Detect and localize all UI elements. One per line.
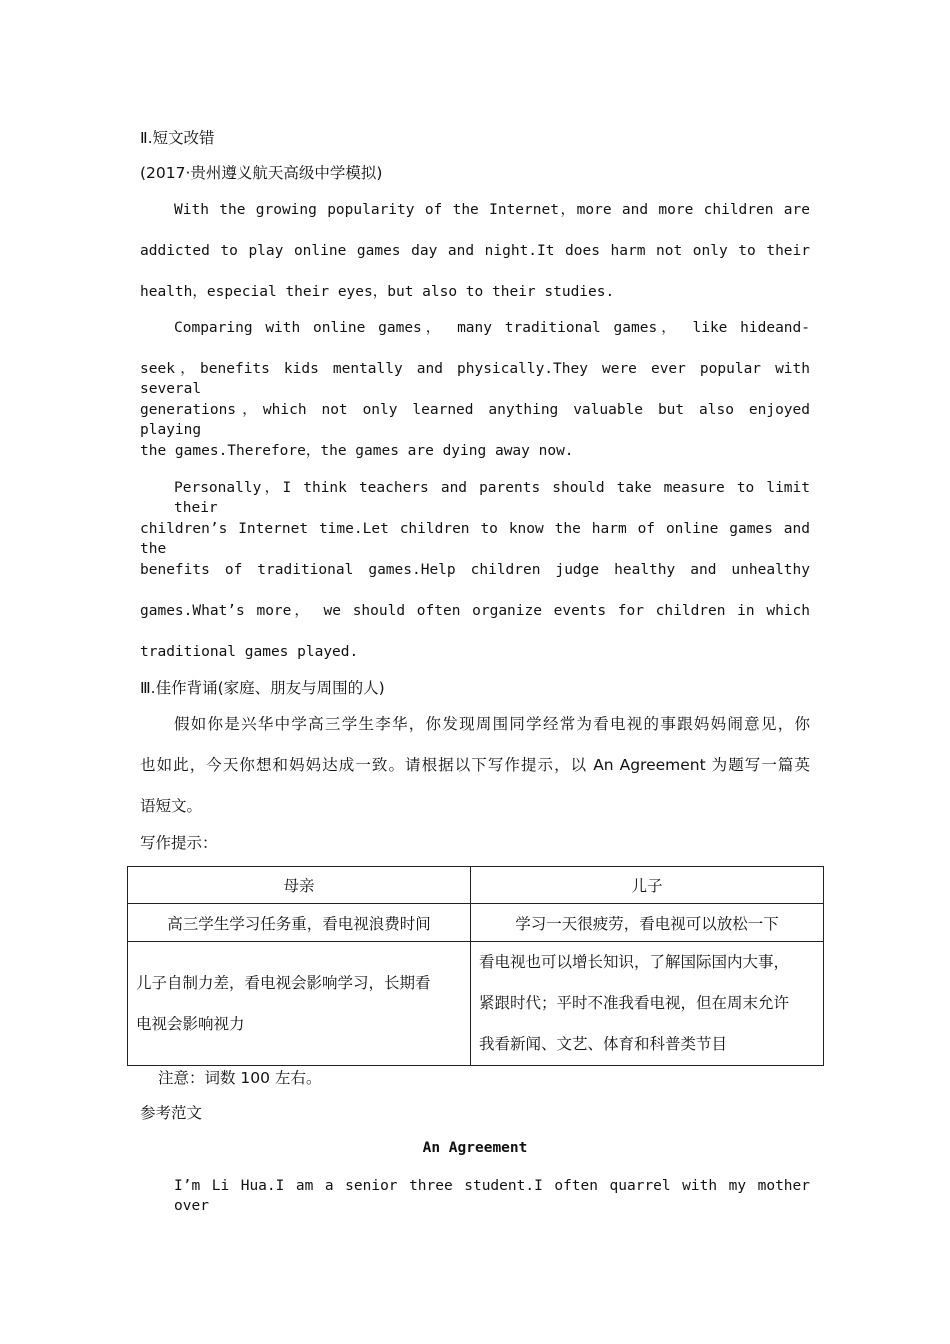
- p2-line-4: the games.Therefore，the games are dying away now.: [140, 443, 574, 459]
- sample-label: 参考范文: [140, 1104, 203, 1122]
- task-line-2: 也如此，今天你想和妈妈达成一致。请根据以下写作提示，以 An Agreement 为题写一篇英: [140, 756, 810, 774]
- section2-heading: Ⅱ.短文改错: [140, 129, 215, 147]
- p1-line-2: addicted to play online games day and night.It does harm not only to their: [140, 243, 810, 259]
- hint-label: 写作提示：: [140, 834, 218, 852]
- row2-son-line-3: 我看新闻、文艺、体育和科普类节目: [479, 1035, 728, 1053]
- task-line-3: 语短文。: [140, 797, 203, 815]
- row1-son: 学习一天很疲劳，看电视可以放松一下: [471, 904, 824, 942]
- prompt-table: [127, 866, 824, 1066]
- task-line-1: 假如你是兴华中学高三学生李华，你发现周围同学经常为看电视的事跟妈妈闹意见，你: [174, 715, 810, 733]
- row1-mother: 高三学生学习任务重，看电视浪费时间: [128, 904, 471, 942]
- p3-line-3: benefits of traditional games.Help children judge healthy and unhealthy: [140, 562, 810, 578]
- row2-mother-line-1: 儿子自制力差，看电视会影响学习，长期看: [136, 973, 431, 992]
- row2-son: [471, 942, 824, 1066]
- header-mother: 母亲: [128, 867, 471, 904]
- sample-line-1: I’m Li Hua.I am a senior three student.I often quarrel with my mother over: [174, 1178, 810, 1214]
- header-son: 儿子: [471, 867, 824, 904]
- sample-title: An Agreement: [422, 1140, 528, 1156]
- section2-source: (2017·贵州遵义航天高级中学模拟): [140, 164, 383, 182]
- p1-line-3: health，especial their eyes，but also to their studies.: [140, 284, 615, 300]
- row2-mother-line-2: 电视会影响视力: [136, 1014, 245, 1033]
- row2-mother: [128, 942, 471, 1066]
- p2-line-1: Comparing with online games， many traditional games， like hideand-: [174, 320, 810, 336]
- word-count-note: 注意：词数 100 左右。: [158, 1069, 322, 1087]
- p3-line-4: games.What’s more， we should often organize events for children in which: [140, 603, 810, 619]
- section3-heading: Ⅲ.佳作背诵(家庭、朋友与周围的人): [140, 679, 385, 697]
- p1-line-1: With the growing popularity of the Internet，more and more children are: [174, 202, 810, 218]
- row2-son-line-2: 紧跟时代；平时不准我看电视，但在周末允许: [479, 994, 790, 1012]
- p3-line-2: children’s Internet time.Let children to know the harm of online games and the: [140, 521, 810, 557]
- p3-line-1: Personally，I think teachers and parents should take measure to limit their: [174, 480, 810, 516]
- p2-line-2: seek，benefits kids mentally and physically.They were ever popular with several: [140, 361, 810, 397]
- p3-line-5: traditional games played.: [140, 644, 359, 660]
- p2-line-3: generations，which not only learned anything valuable but also enjoyed playing: [140, 402, 810, 438]
- row2-son-line-1: 看电视也可以增长知识，了解国际国内大事，: [479, 953, 790, 971]
